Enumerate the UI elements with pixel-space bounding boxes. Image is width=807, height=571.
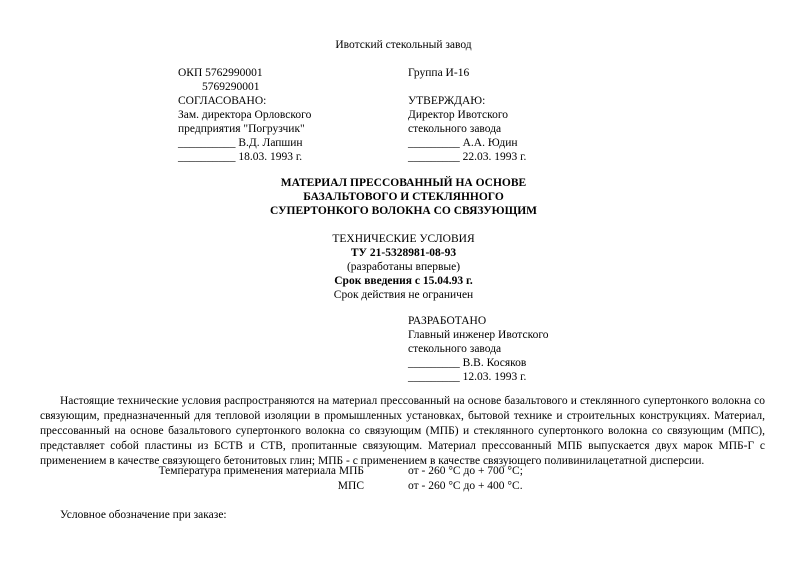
okp-code-2: 5769290001 [202, 81, 260, 93]
developed-position-2: стекольного завода [408, 343, 502, 355]
developed-block [408, 314, 549, 384]
approve-date: _________ 22.03. 1993 г. [408, 151, 527, 163]
approve-position-2: стекольного завода [408, 123, 502, 135]
developed-signature: _________ В.В. Косяков [408, 357, 527, 369]
approve-heading: УТВЕРЖДАЮ: [408, 95, 486, 107]
group-code: Группа И-16 [408, 67, 470, 79]
scope-paragraph: Настоящие технические условия распространяются на материал прессованный на основе базальтового и стеклянного супертонкого волокна со связующим, предназначенный для тепловой изоляции в промышленных установках, бытовой технике и строительных конструкциях. Материал, прессованный на основе базальтового супертонкого волокна со связующим (МПБ) и стеклянного супертонкого волокна со связующим (МПС), представляет собой пластины из БСТВ и СТВ, пропитанные связующим. Материал прессованный МПБ выпускается двух марок МПБ-Г с применением в качестве связующего бетонитовых глин; МПБ - с применением в качестве связующего поливинилацетатной дисперсии. [40, 395, 765, 467]
order-designation: Условное обозначение при заказе: [60, 509, 227, 521]
agreed-heading: СОГЛАСОВАНО: [178, 95, 267, 107]
temperature-label-mps: МПС [337, 480, 364, 492]
agreed-position-2: предприятия "Погрузчик" [178, 123, 305, 135]
approval-left-block [178, 66, 311, 164]
developed-heading: РАЗРАБОТАНО [408, 315, 487, 327]
temperature-value-mpb: от - 260 °С до + 700 °С; [408, 465, 523, 477]
developed-position-1: Главный инженер Ивотского [408, 329, 549, 341]
spec-code: ТУ 21-5328981-08-93 [350, 247, 457, 259]
spec-type: ТЕХНИЧЕСКИЕ УСЛОВИЯ [332, 233, 475, 245]
document-title-line-3: СУПЕРТОНКОГО ВОЛОКНА СО СВЯЗУЮЩИМ [269, 205, 538, 217]
okp-code: ОКП 5762990001 [178, 67, 263, 79]
spec-note: (разработаны впервые) [346, 261, 461, 273]
approve-position-1: Директор Ивотского [408, 109, 508, 121]
agreed-signature: __________ В.Д. Лапшин [178, 137, 303, 149]
agreed-date: __________ 18.03. 1993 г. [178, 151, 303, 163]
spec-intro-date: Срок введения с 15.04.93 г. [334, 275, 473, 287]
temperature-value-mps: от - 260 °С до + 400 °С. [408, 480, 523, 492]
organization-name: Ивотский стекольный завод [335, 39, 472, 51]
approve-signature: _________ А.А. Юдин [408, 137, 518, 149]
developed-date: _________ 12.03. 1993 г. [408, 371, 527, 383]
approval-right-block [408, 66, 526, 164]
spec-validity: Срок действия не ограничен [333, 289, 474, 301]
temperature-label-mpb: Температура применения материала МПБ [158, 465, 364, 477]
document-title-line-1: МАТЕРИАЛ ПРЕССОВАННЫЙ НА ОСНОВЕ [280, 177, 527, 189]
agreed-position-1: Зам. директора Орловского [178, 109, 312, 121]
document-title-line-2: БАЗАЛЬТОВОГО И СТЕКЛЯННОГО [303, 191, 504, 203]
